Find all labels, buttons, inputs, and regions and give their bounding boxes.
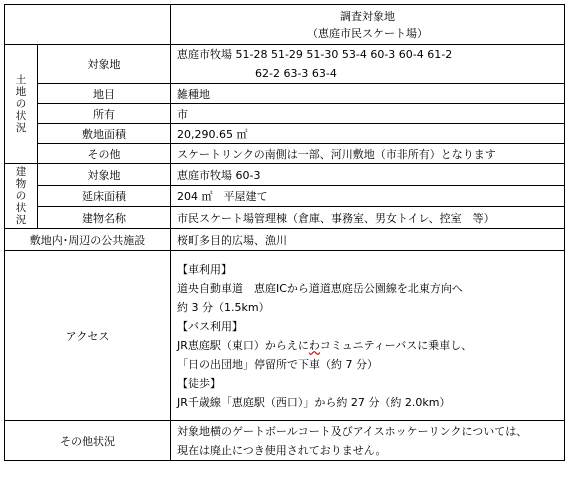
- building-floor-area-value: 204 ㎡ 平屋建て: [171, 186, 565, 207]
- access-bus-line2: 「日の出団地」停留所で下車（約 7 分）: [177, 357, 378, 371]
- public-facilities-label: 敷地内･周辺の公共施設: [5, 229, 171, 251]
- building-row-name: [5, 207, 565, 229]
- access-car-heading: 【車利用】: [177, 262, 232, 276]
- page-subtitle: （恵庭市民スケート場）: [307, 26, 428, 40]
- land-area-value: 20,290.65 ㎡: [171, 124, 565, 144]
- land-row-area: [5, 124, 565, 144]
- building-location-value: 恵庭市牧場 60-3: [171, 164, 565, 186]
- land-row-ownership: [5, 104, 565, 124]
- page-title: 調査対象地: [340, 9, 395, 23]
- land-location-label: 対象地: [38, 45, 171, 84]
- building-name-value: 市民スケート場管理棟（倉庫、事務室、男女トイレ、控室 等）: [171, 207, 565, 229]
- land-ownership-label: 所有: [38, 104, 171, 124]
- land-row-location: [5, 45, 565, 84]
- access-car-line2: 約 3 分（1.5km）: [177, 300, 270, 314]
- public-facilities-row: [5, 229, 565, 251]
- land-other-label: その他: [38, 144, 171, 164]
- header-blank-cell: [5, 5, 171, 45]
- access-walk-line1: JR千歳線「恵庭駅（西口）」から約 27 分（約 2.0km）: [177, 395, 451, 409]
- building-group-label: 建 物 の 状 況: [5, 164, 38, 229]
- other-status-row: [5, 421, 565, 461]
- access-value: [171, 251, 565, 421]
- building-name-label: 建物名称: [38, 207, 171, 229]
- land-row-category: [5, 84, 565, 104]
- access-bus-heading: 【バス利用】: [177, 319, 243, 333]
- access-label: アクセス: [5, 251, 171, 421]
- header-row: [5, 5, 565, 45]
- header-cell: [171, 5, 565, 45]
- land-other-value: スケートリンクの南側は一部、河川敷地（市非所有）となります: [171, 144, 565, 164]
- land-category-label: 地目: [38, 84, 171, 104]
- land-category-value: 雑種地: [171, 84, 565, 104]
- spellcheck-mark: わ: [308, 338, 320, 352]
- access-bus-line1: JR恵庭駅（東口）からえにわコミュニティーバスに乗車し、: [177, 338, 473, 352]
- land-group-label: 土 地 の 状 況: [5, 45, 38, 164]
- property-table: [4, 4, 565, 461]
- building-floor-area-label: 延床面積: [38, 186, 171, 207]
- land-location-value: 恵庭市牧場 51-28 51-29 51-30 53-4 60-3 60-4 61-2 62-2 63-3 63-4: [171, 45, 565, 84]
- building-row-floor-area: [5, 186, 565, 207]
- land-area-label: 敷地面積: [38, 124, 171, 144]
- land-row-other: [5, 144, 565, 164]
- access-row: [5, 251, 565, 421]
- other-status-value: 対象地横のゲートボールコート及びアイスホッケーリンクについては、 現在は廃止につき使用されておりません。: [171, 421, 565, 461]
- access-car-line1: 道央自動車道 恵庭ICから道道恵庭岳公園線を北東方向へ: [177, 281, 463, 295]
- public-facilities-value: 桜町多目的広場、漁川: [171, 229, 565, 251]
- building-row-location: [5, 164, 565, 186]
- access-walk-heading: 【徒歩】: [177, 376, 221, 390]
- building-location-label: 対象地: [38, 164, 171, 186]
- land-ownership-value: 市: [171, 104, 565, 124]
- other-status-label: その他状況: [5, 421, 171, 461]
